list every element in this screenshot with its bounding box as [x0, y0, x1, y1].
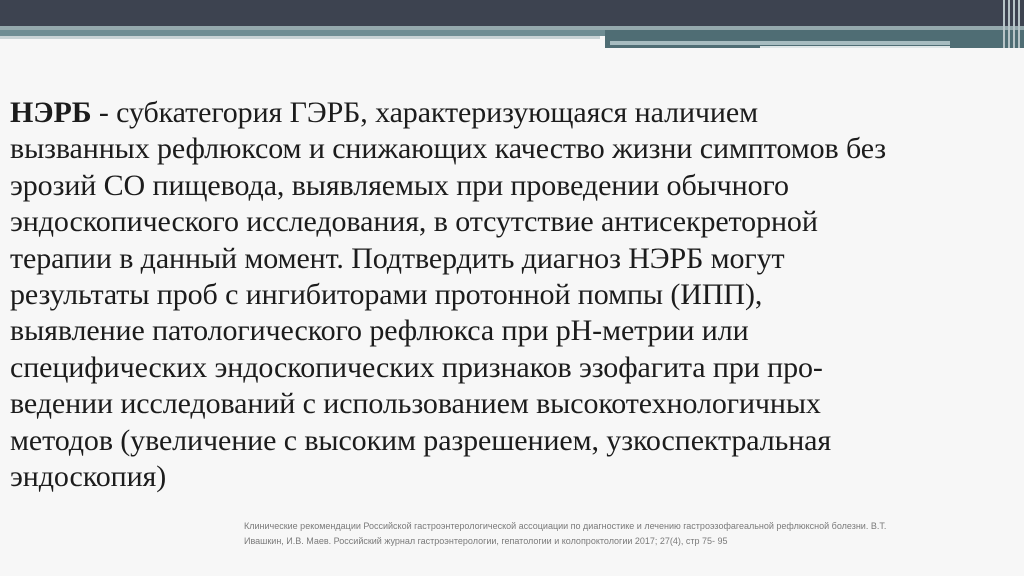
text-line: вызванных рефлюксом и снижающих качество жизни симптомов без — [10, 132, 887, 166]
text-line: терапии в данный момент. Подтвердить диагноз НЭРБ могут — [10, 241, 785, 275]
header-accent-stripe — [760, 46, 950, 48]
citation-footnote — [244, 519, 1024, 549]
text-line: ведении исследований с использованием высокотехнологичных — [10, 387, 821, 421]
text-line: специфических эндоскопических признаков эзофагита при про- — [10, 350, 823, 384]
header-accent-stripe — [610, 41, 950, 45]
text-line: эндоскопического исследования, в отсутствие антисекреторной — [10, 205, 818, 239]
text-line: методов (увеличение с высоким разрешением, узкоспектральная — [10, 423, 832, 457]
text-line: эрозий СО пищевода, выявляемых при проведении обычного — [10, 168, 789, 202]
text-line: результаты проб с ингибиторами протонной помпы (ИПП), — [10, 278, 763, 312]
header-vertical-lines — [994, 0, 1020, 48]
text-line: - субкатегория ГЭРБ, характеризующаяся наличием — [91, 96, 758, 129]
text-line: эндоскопия) — [10, 460, 167, 494]
text-line: выявление патологического рефлюкса при pH-метрии или — [10, 314, 749, 348]
term-heading: НЭРБ — [10, 96, 92, 129]
citation-line: Клинические рекомендации Российской гастроэнтерологической ассоциации по диагностике и лечению гастроэзофагеальной рефлюксной болезни. В.Т. — [244, 521, 887, 531]
text-line-1 — [10, 95, 1015, 131]
citation-line: Ивашкин, И.В. Маев. Российский журнал гастроэнтерологии, гепатологии и колопроктологии 2017; 27(4), стр 75- 95 — [244, 536, 728, 546]
header-stripe — [0, 36, 600, 39]
definition-text — [10, 95, 1015, 495]
header-bar-dark — [0, 0, 1024, 26]
